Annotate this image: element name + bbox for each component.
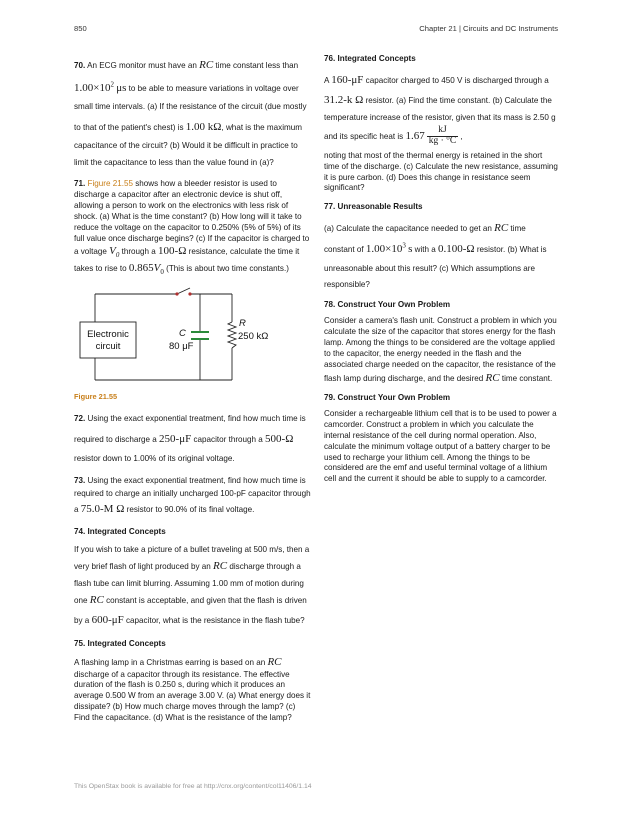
math-rc: RC <box>213 560 228 573</box>
problem-text: (This is about two time constants.) <box>166 264 289 273</box>
problem-text: shows how a bleeder resistor is used to discharge a capacitor after an electronic device is shut off, allowing a person to work on the electronics with less risk of shock. (a) What is the time constant? (b) How long will it take to reduce the voltage on the capacitor to 0.250% (5% of 5%) of its full value once discharge begins? (c) If the capacitor is charged to a voltage <box>74 179 310 257</box>
switch-contact-right <box>188 292 191 295</box>
problem-number: 72. <box>74 414 86 424</box>
problem-text: time constant. <box>501 373 553 383</box>
problem-78 <box>324 316 558 385</box>
problem-text: A <box>324 75 329 85</box>
fraction-numerator: kJ <box>427 126 459 137</box>
problem-text: A flashing lamp in a Christmas earring is based on an <box>74 657 266 667</box>
problem-text: through a <box>121 247 156 257</box>
math-rc: RC <box>267 655 282 668</box>
problem-70 <box>74 54 312 171</box>
problem-text: with a <box>414 245 436 255</box>
problem-text: (a) Calculate the capacitance needed to get an <box>324 224 492 234</box>
math-subscript: 0 <box>115 251 120 260</box>
math-unit: μs <box>116 81 127 94</box>
problem-72 <box>74 411 312 467</box>
problem-text: Using the exact exponential treatment, find how much time is required to charge an initially uncharged 100-pF capacitor through a <box>74 476 311 515</box>
problem-text: resistor. (a) Find the time constant. (b) Calculate the temperature increase of the resistor, given that its mass is 2.50 g and its specific heat is <box>324 96 556 141</box>
math-rc: RC <box>89 594 104 607</box>
math-subscript: 0 <box>160 268 164 277</box>
problem-78-title: 78. Construct Your Own Problem <box>324 300 451 310</box>
math-mantissa: 1.00×10 <box>74 81 111 94</box>
math-rc: RC <box>199 59 214 71</box>
problem-text: capacitor, what is the resistance in the flash tube? <box>126 616 305 626</box>
math-symbol: V <box>153 262 161 274</box>
chapter-title: Chapter 21 | Circuits and DC Instruments <box>419 24 558 33</box>
problem-number: 71. <box>74 179 86 189</box>
math-resistance: 100-Ω <box>158 245 187 258</box>
math-value <box>74 79 114 94</box>
switch-contact-left <box>175 292 178 295</box>
math-resistance: 31.2-k Ω <box>324 94 364 107</box>
math-mantissa: 1.00×10 <box>365 243 403 256</box>
electronic-circuit-box <box>80 322 136 358</box>
problem-text: resistance, calculate the time it takes to rise to <box>74 247 300 273</box>
math-value <box>366 243 406 255</box>
problem-75 <box>74 655 312 724</box>
problem-number: 73. <box>74 476 86 486</box>
footer-text: This OpenStax book is available for free at http://cnx.org/content/col11406/1.14 <box>74 783 312 790</box>
fraction-denominator: kg · °C <box>428 135 457 146</box>
problem-77-title: 77. Unreasonable Results <box>324 202 423 212</box>
problem-text: resistor. (b) What is unreasonable about this result? (c) Which assumptions are responsible? <box>324 245 547 289</box>
problem-text: If you wish to take a picture of a bullet traveling at 500 m/s, then a very brief flash of light produced by an <box>74 544 310 572</box>
problem-76-title: 76. Integrated Concepts <box>324 54 416 63</box>
math-rc: RC <box>494 222 509 235</box>
figure-link[interactable]: Figure 21.55 <box>87 179 133 189</box>
problem-text: , <box>460 131 463 141</box>
problem-71 <box>74 179 312 277</box>
problem-text: time constant of <box>324 224 526 255</box>
problem-76 <box>324 70 558 147</box>
math-voltage <box>109 245 120 260</box>
problem-text: Using the exact exponential treatment, find how much time is required to discharge a <box>74 414 306 445</box>
capacitor-value: 80 μF <box>169 340 194 352</box>
problem-text: capacitor through a <box>193 435 263 445</box>
problem-75-title: 75. Integrated Concepts <box>74 639 166 649</box>
math-capacitance: 250-μF <box>159 433 192 446</box>
math-capacitance: 600-μF <box>91 614 124 627</box>
math-resistance: 500-Ω <box>265 433 294 446</box>
problem-79-title: 79. Construct Your Own Problem <box>324 393 451 403</box>
resistor-zigzag <box>228 322 236 348</box>
problem-74 <box>74 543 312 632</box>
problem-73 <box>74 475 312 518</box>
problem-79: Consider a rechargeable lithium cell that is to be used to power a camcorder. Construct a problem in which you calculate the internal resistance of the cell during normal operation. Also, calculate the minimum voltage output of a battery charger to be used to recharge your lithium cell. Among the things to be considered are the emf and useful terminal voltage of a lithium cell and the current it should be able to supply to a camcorder. <box>324 409 557 484</box>
left-column <box>74 54 312 732</box>
math-unit: s <box>408 243 413 256</box>
problem-text: to be able to measure variations in voltage over small time intervals. (a) If the resistance of the circuit (due mostly to that of the patient's chest) is <box>74 83 307 132</box>
problem-text: resistor down to 1.00% of its original voltage. <box>74 453 235 463</box>
math-resistance: 0.100-Ω <box>438 243 475 256</box>
problem-text: discharge through a flash tube can limit blurring. Assuming 1.00 mm of motion during one <box>74 562 304 606</box>
capacitor-label: C <box>179 327 186 339</box>
circuit-diagram <box>80 286 269 386</box>
problem-text: time constant less than <box>215 61 299 70</box>
problem-number: 70. <box>74 61 86 70</box>
math-capacitance: 160-μF <box>331 73 364 86</box>
box-label-line1: Electronic <box>87 328 129 340</box>
math-fraction <box>427 126 459 147</box>
problem-74-title: 74. Integrated Concepts <box>74 526 166 536</box>
math-resistance: 75.0-M Ω <box>80 503 125 516</box>
problem-text: discharge of a capacitor through its resistance. The effective duration of the flash is 0.250 s, during which it produces an average 0.500 W from an average 3.00 V. (a) What energy does it dissipate? (b) How much charge moves through the lamp? (c) Find the capacitance. (d) What is the resistance of the lamp? <box>74 669 311 722</box>
problem-77 <box>324 218 558 292</box>
problem-text: Consider a camera's flash unit. Construct a problem in which you calculate the size of the capacitor that stores energy for the flash lamp. Among the things to be considered are the voltage applied to the capacitor, the energy needed in the flash and the associated charge needed on the capacitor, the resistance of the flash lamp during discharge, and the desired <box>324 316 557 383</box>
math-exponent: 3 <box>402 241 406 250</box>
problem-text: An ECG monitor must have an <box>87 61 197 70</box>
resistor-value: 250 kΩ <box>238 330 269 342</box>
resistor-label: R <box>239 317 246 329</box>
problem-text: , what is the maximum capacitance of the circuit? (b) Would it be difficult in practice to limit the capacitance to less than the value found in (a)? <box>74 122 302 167</box>
math-coefficient: 0.865 <box>128 262 154 274</box>
figure-caption: Figure 21.55 <box>74 391 118 401</box>
switch-arm <box>177 288 190 294</box>
math-fraction-voltage <box>128 262 164 277</box>
problem-text: capacitor charged to 450 V is discharged through a <box>365 75 549 85</box>
math-specific-heat: 1.67 <box>405 129 425 142</box>
right-column <box>324 54 558 493</box>
problem-text: resistor to 90.0% of its final voltage. <box>126 505 255 515</box>
math-exponent: 2 <box>110 79 114 88</box>
problem-text: constant is acceptable, and given that the flash is driven by a <box>74 596 307 626</box>
page-number: 850 <box>74 24 87 33</box>
problem-76-continued: noting that most of the thermal energy is retained in the short time of the discharge. (c) Calculate the new resistance, assuming it is pure carbon. (d) Does this change in resistance seem significant? <box>324 150 558 193</box>
box-label-line2: circuit <box>95 340 121 352</box>
math-symbol: V <box>109 245 116 258</box>
math-resistance: 1.00 kΩ <box>185 120 222 133</box>
math-rc: RC <box>485 371 500 384</box>
